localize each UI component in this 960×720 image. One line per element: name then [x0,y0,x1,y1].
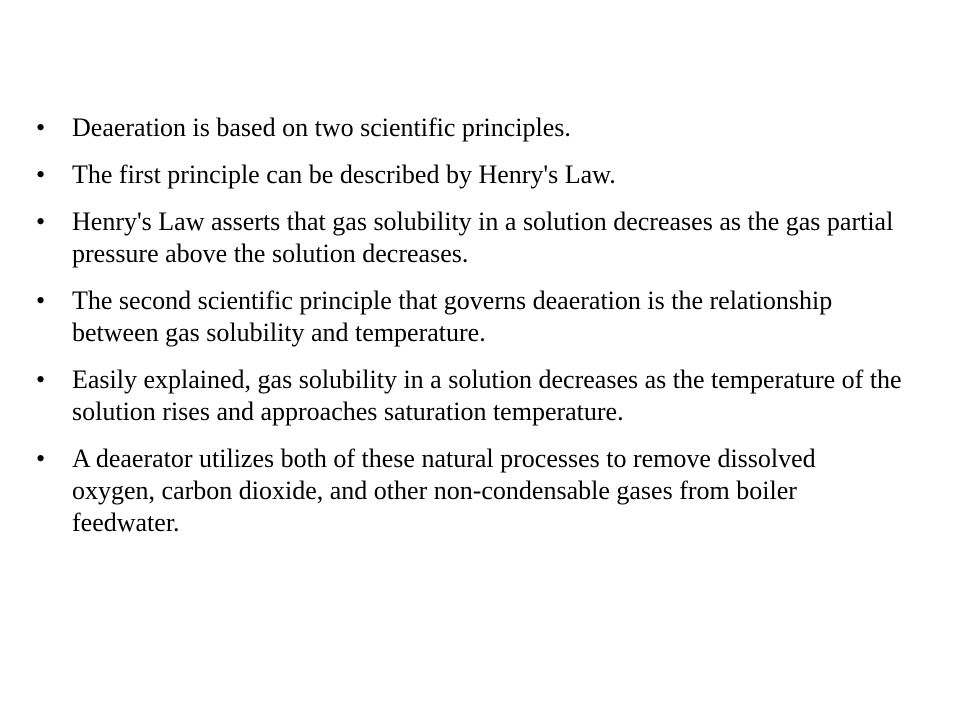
bullet-text: Easily explained, gas solubility in a solution decreases as the temperature of the solution rises and approaches saturation temperature. [72,365,902,426]
bullet-icon: • [36,207,46,236]
bullet-list [36,112,902,554]
bullet-text: Henry's Law asserts that gas solubility in a solution decreases as the gas partial pressure above the solution decreases. [72,207,894,268]
bullet-text: A deaerator utilizes both of these natural processes to remove dissolved oxygen, carbon dioxide, and other non-condensable gases from boiler feedwater. [72,444,816,537]
bullet-icon: • [36,113,46,142]
bullet-item [36,364,902,428]
bullet-icon: • [36,444,46,473]
bullet-text: The first principle can be described by Henry's Law. [72,160,616,189]
bullet-icon: • [36,365,46,394]
bullet-text: Deaeration is based on two scientific principles. [72,113,571,142]
bullet-icon: • [36,286,46,315]
bullet-item [36,159,902,191]
bullet-text: The second scientific principle that governs deaeration is the relationship between gas solubility and temperature. [72,286,833,347]
bullet-icon: • [36,160,46,189]
bullet-item [36,443,902,539]
bullet-item [36,112,902,144]
bullet-item [36,206,902,270]
bullet-item [36,285,902,349]
